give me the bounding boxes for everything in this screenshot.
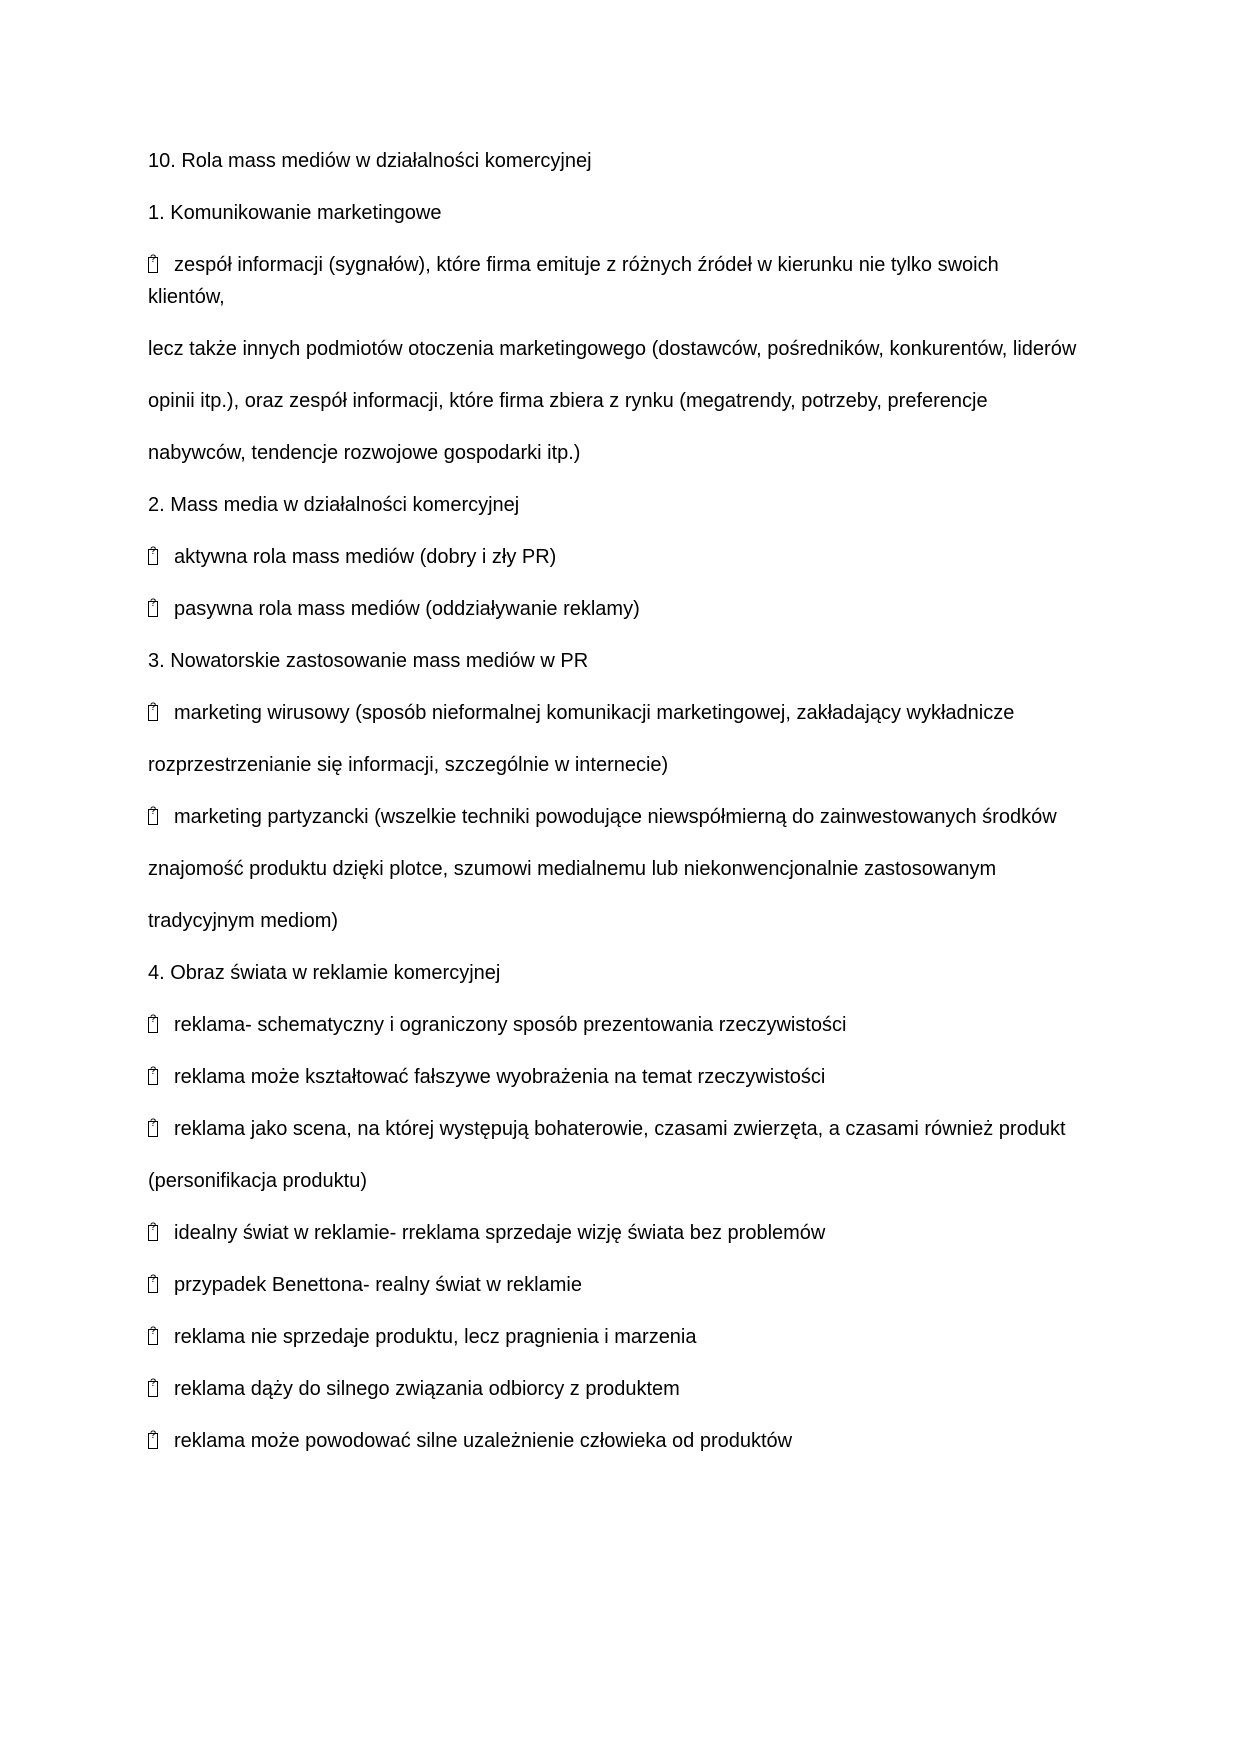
missing-glyph-bullet-icon bbox=[148, 705, 158, 721]
paragraph-text: rozprzestrzenianie się informacji, szczególnie w internecie) bbox=[148, 754, 669, 776]
text-paragraph bbox=[148, 437, 1078, 469]
bullet-paragraph bbox=[148, 1425, 1078, 1457]
text-paragraph bbox=[148, 145, 1078, 177]
paragraph-text: (personifikacja produktu) bbox=[148, 1170, 367, 1192]
paragraph-text: 10. Rola mass mediów w działalności komercyjnej bbox=[148, 150, 592, 172]
text-paragraph bbox=[148, 1165, 1078, 1197]
paragraph-text: zespół informacji (sygnałów), które firma emituje z różnych źródeł w kierunku nie tylko swoich klientów, bbox=[148, 254, 999, 308]
missing-glyph-bullet-icon bbox=[148, 1433, 158, 1449]
paragraph-text: reklama- schematyczny i ograniczony sposób prezentowania rzeczywistości bbox=[174, 1014, 847, 1036]
text-paragraph bbox=[148, 749, 1078, 781]
paragraph-text: aktywna rola mass mediów (dobry i zły PR) bbox=[174, 546, 557, 568]
missing-glyph-bullet-icon bbox=[148, 1225, 158, 1241]
document-body bbox=[148, 145, 1078, 1477]
paragraph-text: reklama może kształtować fałszywe wyobrażenia na temat rzeczywistości bbox=[174, 1066, 826, 1088]
bullet-paragraph bbox=[148, 1113, 1078, 1145]
bullet-paragraph bbox=[148, 1373, 1078, 1405]
paragraph-text: reklama dąży do silnego związania odbiorcy z produktem bbox=[174, 1378, 680, 1400]
bullet-paragraph bbox=[148, 801, 1078, 833]
paragraph-text: 2. Mass media w działalności komercyjnej bbox=[148, 494, 520, 516]
paragraph-text: idealny świat w reklamie- rreklama sprzedaje wizję świata bez problemów bbox=[174, 1222, 826, 1244]
text-paragraph bbox=[148, 905, 1078, 937]
paragraph-text: pasywna rola mass mediów (oddziaływanie reklamy) bbox=[174, 598, 640, 620]
paragraph-text: 1. Komunikowanie marketingowe bbox=[148, 202, 442, 224]
missing-glyph-bullet-icon bbox=[148, 1017, 158, 1033]
missing-glyph-bullet-icon bbox=[148, 1121, 158, 1137]
missing-glyph-bullet-icon bbox=[148, 601, 158, 617]
bullet-paragraph bbox=[148, 541, 1078, 573]
paragraph-text: marketing partyzancki (wszelkie techniki powodujące niewspółmierną do zainwestowanych środków bbox=[174, 806, 1057, 828]
paragraph-text: tradycyjnym mediom) bbox=[148, 910, 339, 932]
bullet-paragraph bbox=[148, 249, 1078, 313]
bullet-paragraph bbox=[148, 1061, 1078, 1093]
paragraph-text: reklama jako scena, na której występują bohaterowie, czasami zwierzęta, a czasami również produkt bbox=[174, 1118, 1066, 1140]
missing-glyph-bullet-icon bbox=[148, 1069, 158, 1085]
paragraph-text: opinii itp.), oraz zespół informacji, które firma zbiera z rynku (megatrendy, potrzeby, preferencje bbox=[148, 390, 988, 412]
text-paragraph bbox=[148, 385, 1078, 417]
paragraph-text: marketing wirusowy (sposób nieformalnej komunikacji marketingowej, zakładający wykładnicze bbox=[174, 702, 1015, 724]
missing-glyph-bullet-icon bbox=[148, 549, 158, 565]
bullet-paragraph bbox=[148, 593, 1078, 625]
missing-glyph-bullet-icon bbox=[148, 809, 158, 825]
paragraph-text: znajomość produktu dzięki plotce, szumowi medialnemu lub niekonwencjonalnie zastosowanym bbox=[148, 858, 997, 880]
text-paragraph bbox=[148, 645, 1078, 677]
paragraph-text: lecz także innych podmiotów otoczenia marketingowego (dostawców, pośredników, konkurentów, liderów bbox=[148, 338, 1077, 360]
missing-glyph-bullet-icon bbox=[148, 1329, 158, 1345]
paragraph-text: nabywców, tendencje rozwojowe gospodarki itp.) bbox=[148, 442, 581, 464]
text-paragraph bbox=[148, 197, 1078, 229]
paragraph-text: 4. Obraz świata w reklamie komercyjnej bbox=[148, 962, 501, 984]
paragraph-text: reklama nie sprzedaje produktu, lecz pragnienia i marzenia bbox=[174, 1326, 697, 1348]
bullet-paragraph bbox=[148, 1269, 1078, 1301]
bullet-paragraph bbox=[148, 1009, 1078, 1041]
paragraph-text: reklama może powodować silne uzależnienie człowieka od produktów bbox=[174, 1430, 793, 1452]
missing-glyph-bullet-icon bbox=[148, 257, 158, 273]
missing-glyph-bullet-icon bbox=[148, 1277, 158, 1293]
text-paragraph bbox=[148, 489, 1078, 521]
text-paragraph bbox=[148, 957, 1078, 989]
bullet-paragraph bbox=[148, 1217, 1078, 1249]
paragraph-text: 3. Nowatorskie zastosowanie mass mediów w PR bbox=[148, 650, 589, 672]
bullet-paragraph bbox=[148, 1321, 1078, 1353]
paragraph-text: przypadek Benettona- realny świat w reklamie bbox=[174, 1274, 582, 1296]
text-paragraph bbox=[148, 333, 1078, 365]
text-paragraph bbox=[148, 853, 1078, 885]
bullet-paragraph bbox=[148, 697, 1078, 729]
missing-glyph-bullet-icon bbox=[148, 1381, 158, 1397]
